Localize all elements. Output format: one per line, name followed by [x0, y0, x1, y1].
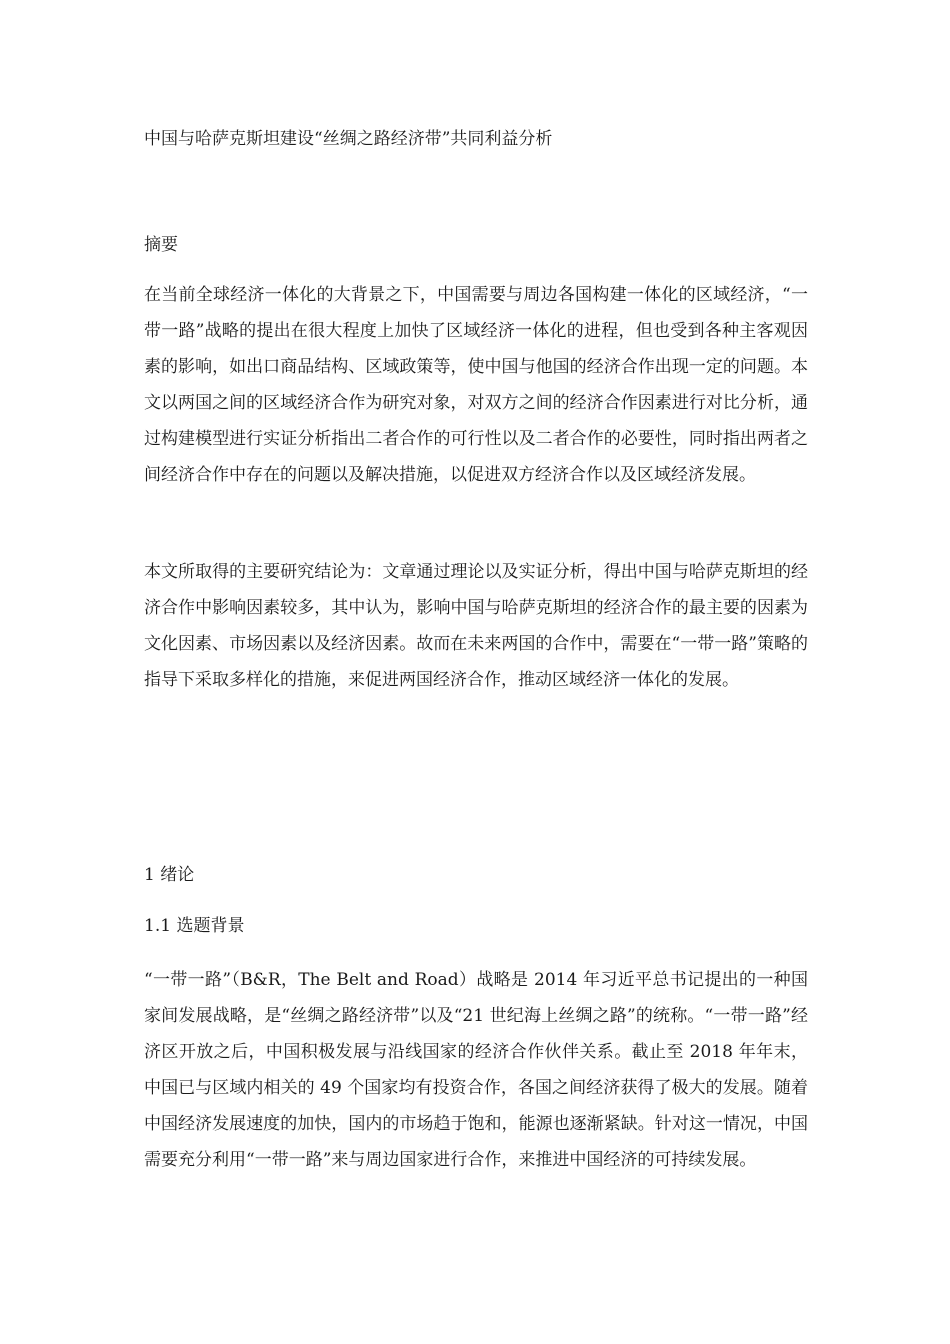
- abstract-paragraph-2: 本文所取得的主要研究结论为：文章通过理论以及实证分析，得出中国与哈萨克斯坦的经济合作中影响因素较多，其中认为，影响中国与哈萨克斯坦的经济合作的最主要的因素为文化因素、市场因素以及经济因素。故而在未来两国的合作中，需要在“一带一路”策略的指导下采取多样化的措施，来促进两国经济合作，推动区域经济一体化的发展。: [144, 562, 808, 690]
- abstract-paragraph-1: 在当前全球经济一体化的大背景之下，中国需要与周边各国构建一体化的区域经济，“一带一路”战略的提出在很大程度上加快了区域经济一体化的进程，但也受到各种主客观因素的影响，如出口商品结构、区域政策等，使中国与他国的经济合作出现一定的问题。本文以两国之间的区域经济合作为研究对象，对双方之间的经济合作因素进行对比分析，通过构建模型进行实证分析指出二者合作的可行性以及二者合作的必要性，同时指出两者之间经济合作中存在的问题以及解决措施，以促进双方经济合作以及区域经济发展。: [144, 285, 808, 485]
- section-1-1-heading: 1.1 选题背景: [144, 916, 245, 936]
- document-title: 中国与哈萨克斯坦建设“丝绸之路经济带”共同利益分析: [144, 129, 553, 149]
- abstract-heading: 摘要: [144, 235, 178, 255]
- section-1-heading: 1 绪论: [144, 865, 195, 885]
- section-1-1-paragraph: “一带一路”（B&R，The Belt and Road）战略是 2014 年习近平总书记提出的一种国家间发展战略，是“丝绸之路经济带”以及“21 世纪海上丝绸之路”的统称。“一带一路”经济区开放之后，中国积极发展与沿线国家的经济合作伙伴关系。截止至 2018 年年末，中国已与区域内相关的 49 个国家均有投资合作，各国之间经济获得了极大的发展。随着中国经济发展速度的加快，国内的市场趋于饱和，能源也逐渐紧缺。针对这一情况，中国需要充分利用“一带一路”来与周边国家进行合作，来推进中国经济的可持续发展。: [144, 970, 808, 1170]
